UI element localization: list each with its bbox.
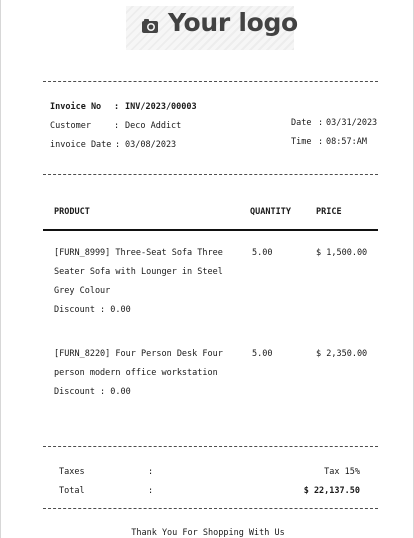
invoice-date-value: 03/08/2023 bbox=[125, 140, 177, 150]
time-label: Time bbox=[291, 137, 312, 147]
time-value: 08:57:AM bbox=[326, 137, 367, 147]
product-quantity: 5.00 bbox=[252, 349, 273, 359]
taxes-label: Taxes bbox=[59, 467, 85, 477]
separator-top bbox=[43, 81, 378, 82]
date-value: 03/31/2023 bbox=[326, 118, 378, 128]
product-line: [FURN_8220] Four Person Desk Four bbox=[54, 349, 223, 359]
camera-icon bbox=[141, 17, 159, 35]
thank-you-message: Thank You For Shopping With Us bbox=[131, 528, 285, 538]
date-sep: : bbox=[318, 118, 324, 128]
invoice-date-label: invoice Date bbox=[50, 140, 112, 150]
total-sep: : bbox=[148, 486, 154, 496]
product-price: $ 1,500.00 bbox=[316, 248, 368, 258]
invoice-number-sep: : bbox=[114, 102, 120, 112]
taxes-sep: : bbox=[148, 467, 154, 477]
separator-meta bbox=[43, 174, 378, 175]
separator-bottom bbox=[43, 508, 378, 509]
product-discount: Discount : 0.00 bbox=[54, 387, 131, 397]
product-quantity: 5.00 bbox=[252, 248, 273, 258]
customer-label: Customer bbox=[50, 121, 91, 131]
product-price: $ 2,350.00 bbox=[316, 349, 368, 359]
column-header-quantity: QUANTITY bbox=[250, 207, 291, 217]
total-label: Total bbox=[59, 486, 85, 496]
column-header-product: PRODUCT bbox=[54, 207, 90, 217]
product-discount: Discount : 0.00 bbox=[54, 305, 131, 315]
taxes-value: Tax 15% bbox=[324, 467, 360, 477]
total-value: $ 22,137.50 bbox=[303, 486, 360, 496]
column-header-price: PRICE bbox=[316, 207, 342, 217]
product-line: Seater Sofa with Lounger in Steel bbox=[54, 267, 223, 277]
customer-sep: : bbox=[114, 121, 120, 131]
invoice-number-label: Invoice No bbox=[50, 102, 102, 112]
product-line: person modern office workstation bbox=[54, 368, 218, 378]
customer-value: Deco Addict bbox=[125, 121, 182, 131]
separator-items bbox=[43, 446, 378, 447]
invoice-number-value: INV/2023/00003 bbox=[125, 102, 197, 112]
invoice-date-sep: : bbox=[115, 140, 121, 150]
logo-text: Your logo bbox=[168, 8, 298, 37]
time-sep: : bbox=[318, 137, 324, 147]
product-line: [FURN_8999] Three-Seat Sofa Three bbox=[54, 248, 223, 258]
date-label: Date bbox=[291, 118, 312, 128]
product-line: Grey Colour bbox=[54, 286, 111, 296]
table-header-rule bbox=[43, 229, 378, 231]
